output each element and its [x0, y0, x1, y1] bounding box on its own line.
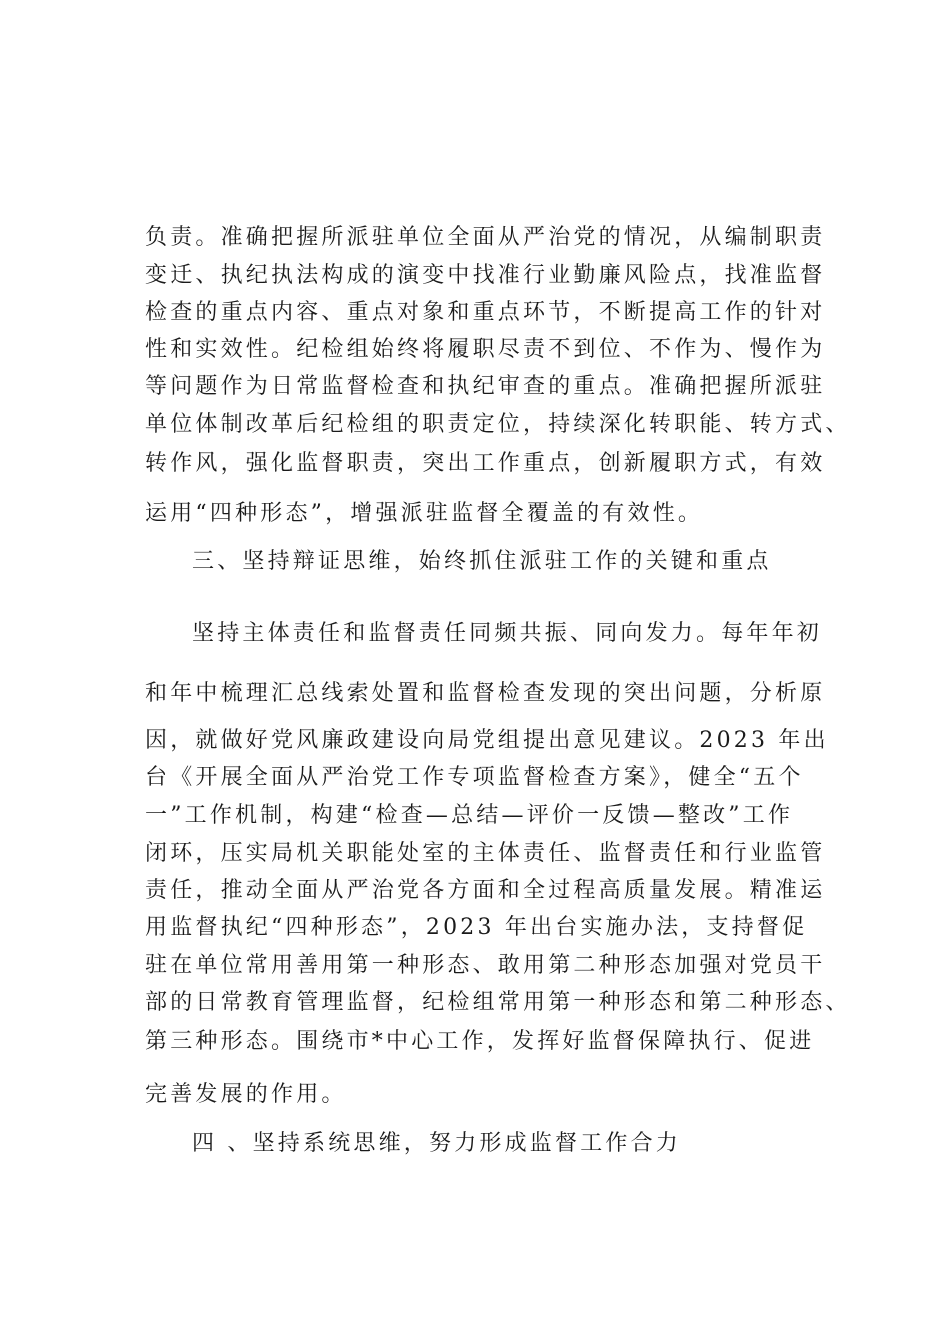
text-line: 性和实效性。纪检组始终将履职尽责不到位、不作为、慢作为 [145, 337, 826, 362]
text-line: 转作风，强化监督职责，突出工作重点，创新履职方式，有效 [145, 451, 826, 476]
section-heading-4: 四 、坚持系统思维，努力形成监督工作合力 [192, 1131, 681, 1156]
text-line: 部的日常教育管理监督，纪检组常用第一种形态和第二种形态、 [145, 990, 851, 1015]
text-line: 因，就做好党风廉政建设向局党组提出意见建议。2023 年出 [145, 728, 829, 753]
text-line: 检查的重点内容、重点对象和重点环节，不断提高工作的针对 [145, 300, 826, 325]
text-line: 运用“四种形态”，增强派驻监督全覆盖的有效性。 [145, 501, 704, 526]
text-line: 变迁、执纪执法构成的演变中找准行业勤廉风险点，找准监督 [145, 263, 826, 288]
text-line: 第三种形态。围绕市*中心工作，发挥好监督保障执行、促进 [145, 1029, 815, 1054]
text-line: 和年中梳理汇总线索处置和监督检查发现的突出问题，分析原 [145, 681, 826, 706]
text-line: 单位体制改革后纪检组的职责定位，持续深化转职能、转方式、 [145, 412, 851, 437]
text-line: 责任，推动全面从严治党各方面和全过程高质量发展。精准运 [145, 878, 826, 903]
text-line: 等问题作为日常监督检查和执纪审查的重点。准确把握所派驻 [145, 374, 826, 399]
text-line: 闭环，压实局机关职能处室的主体责任、监督责任和行业监管 [145, 841, 826, 866]
text-line: 用监督执纪“四种形态”，2023 年出台实施办法，支持督促 [145, 915, 808, 940]
text-line: 坚持主体责任和监督责任同频共振、同向发力。每年年初 [192, 621, 823, 646]
text-line: 驻在单位常用善用第一种形态、敢用第二种形态加强对党员干 [145, 953, 826, 978]
text-line: 完善发展的作用。 [145, 1082, 347, 1107]
text-line: 台《开展全面从严治党工作专项监督检查方案》，健全“五个 [145, 765, 804, 790]
text-line: 负责。准确把握所派驻单位全面从严治党的情况，从编制职责 [145, 225, 826, 250]
text-line: 一”工作机制，构建“检查—总结—评价一反馈—整改”工作 [145, 803, 794, 828]
section-heading-3: 三、坚持辩证思维，始终抓住派驻工作的关键和重点 [192, 549, 772, 574]
